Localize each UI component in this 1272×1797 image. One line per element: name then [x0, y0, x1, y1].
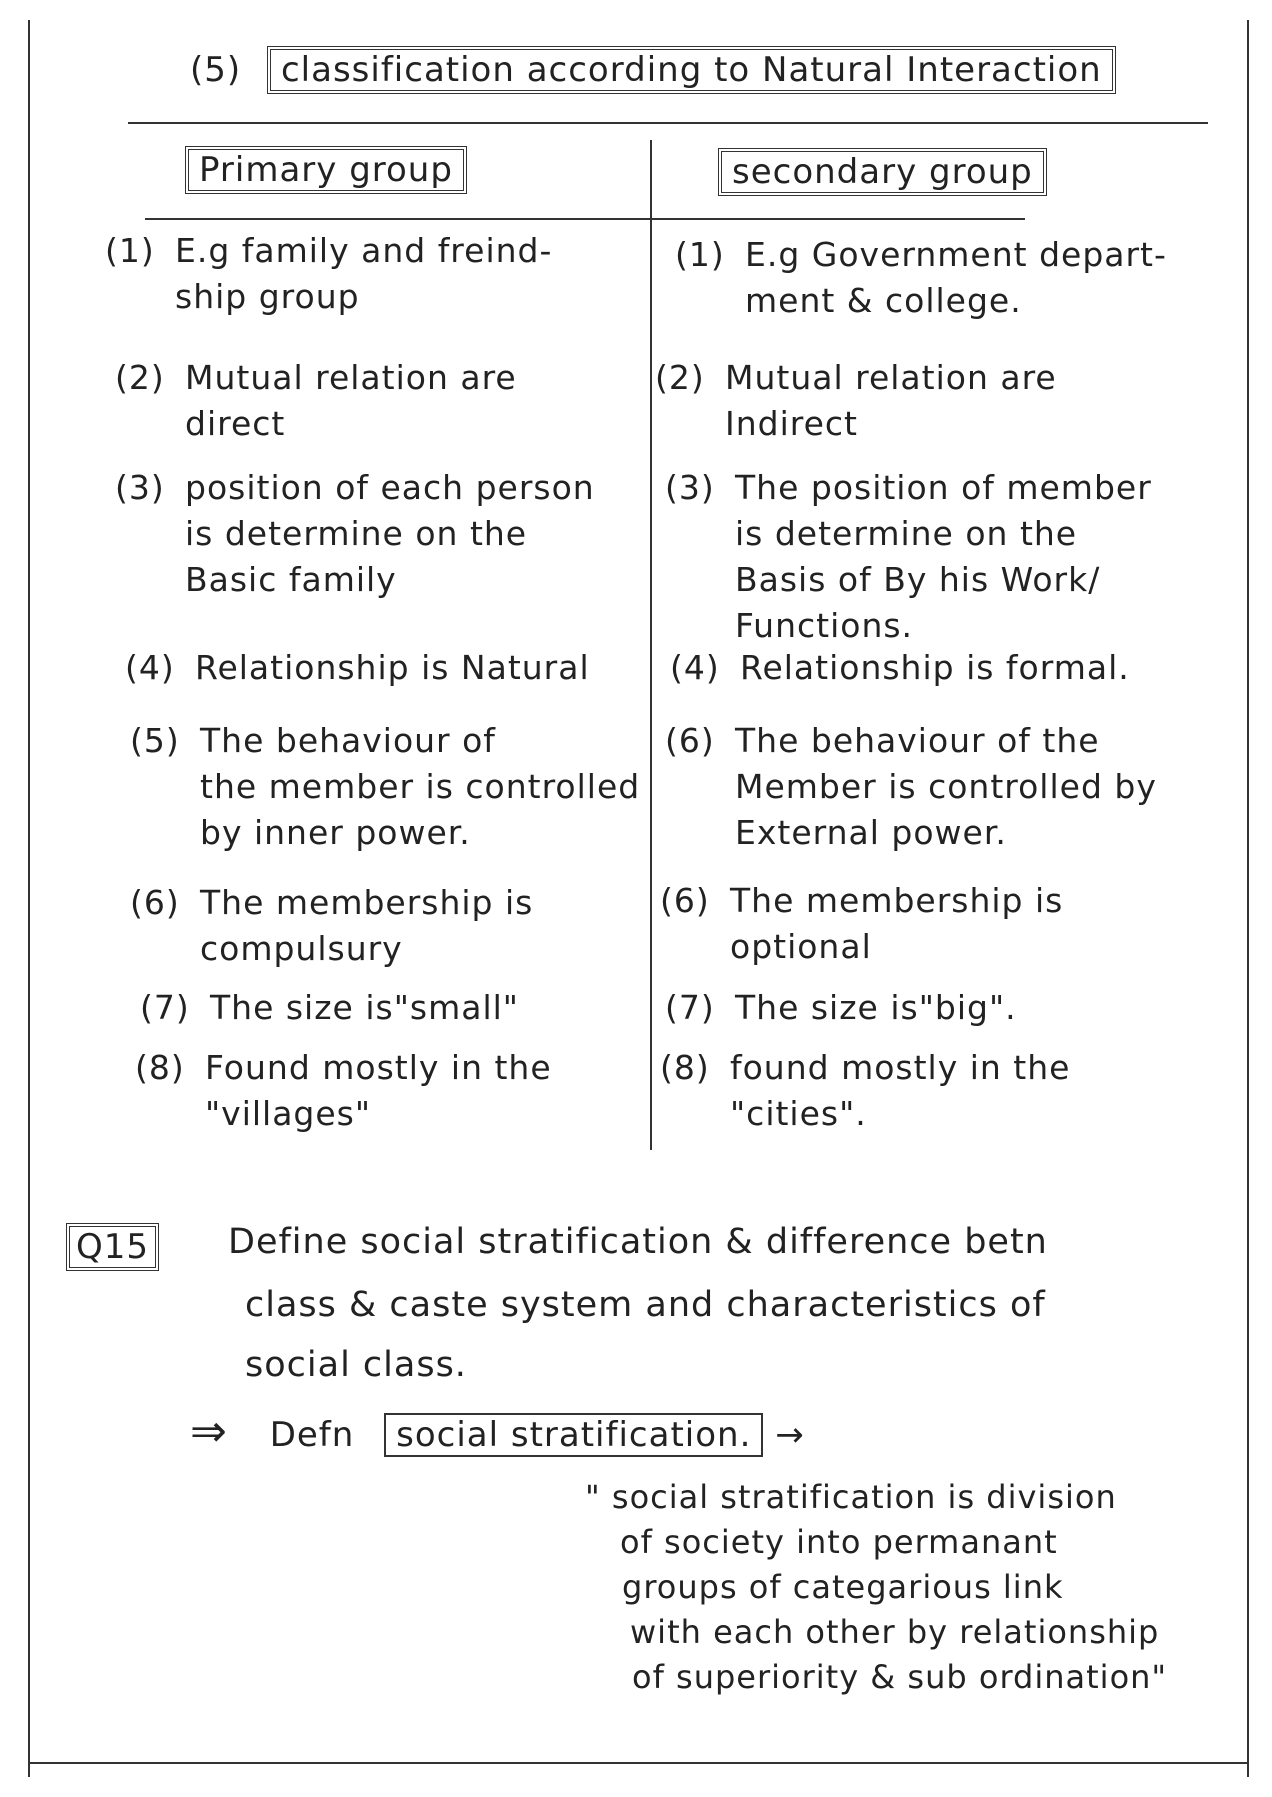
- item-text: the member is controlled: [200, 767, 641, 806]
- item-text: ship group: [175, 277, 360, 316]
- item-text: The size is"small": [210, 988, 519, 1027]
- item-text: Mutual relation are: [725, 358, 1057, 397]
- item-number: (8): [135, 1048, 185, 1087]
- item-text: The behaviour of the: [735, 721, 1100, 760]
- right-item-3: [665, 465, 1152, 649]
- question-line-2: class & caste system and characteristics of: [245, 1285, 1046, 1325]
- definition-prefix: Defn: [269, 1415, 355, 1455]
- implies-arrow: ⇒: [190, 1406, 228, 1457]
- item-text: External power.: [735, 813, 1007, 852]
- right-item-2: [655, 355, 1057, 447]
- table-header-line: [145, 218, 1025, 220]
- item-text: found mostly in the: [730, 1048, 1071, 1087]
- item-text: by inner power.: [200, 813, 471, 852]
- left-margin-line: [28, 20, 30, 1777]
- item-number: (2): [655, 358, 705, 397]
- item-text: Functions.: [735, 606, 914, 645]
- item-text: position of each person: [185, 468, 595, 507]
- item-number: (3): [665, 468, 715, 507]
- left-item-3: [115, 465, 595, 603]
- question-label: [66, 1225, 159, 1269]
- item-number: (4): [670, 648, 720, 687]
- item-text: Mutual relation are: [185, 358, 517, 397]
- item-text: direct: [185, 404, 286, 443]
- primary-group-header: [185, 148, 467, 192]
- item-number: (2): [115, 358, 165, 397]
- item-number: (6): [660, 881, 710, 920]
- item-text: Member is controlled by: [735, 767, 1157, 806]
- item-text: Basis of By his Work/: [735, 560, 1101, 599]
- left-item-8: [135, 1045, 552, 1137]
- item-number: (1): [675, 235, 725, 274]
- item-text: Basic family: [185, 560, 397, 599]
- definition-quote-line-1: " social stratification is division: [585, 1478, 1117, 1516]
- item-text: Relationship is Natural: [195, 648, 590, 687]
- item-number: (7): [665, 988, 715, 1027]
- item-text: "villages": [205, 1094, 372, 1133]
- section-heading: [190, 48, 1116, 92]
- item-text: Relationship is formal.: [740, 648, 1130, 687]
- item-number: (6): [665, 721, 715, 760]
- definition-term: social stratification.: [384, 1413, 763, 1457]
- item-text: E.g Government depart-: [745, 235, 1167, 274]
- right-item-6: [660, 878, 1063, 970]
- item-text: Indirect: [725, 404, 858, 443]
- heading-underline: [128, 122, 1208, 124]
- table-divider: [650, 140, 652, 1150]
- item-text: is determine on the: [185, 514, 528, 553]
- item-number: (8): [660, 1048, 710, 1087]
- definition-quote-line-2: of society into permanant: [620, 1523, 1058, 1561]
- secondary-group-label: secondary group: [718, 148, 1047, 196]
- section-title: classification according to Natural Interaction: [267, 46, 1116, 94]
- definition-quote-line-4: with each other by relationship: [630, 1613, 1160, 1651]
- section-number: (5): [190, 50, 242, 90]
- left-item-1: [105, 228, 552, 320]
- right-item-7: [665, 985, 1017, 1031]
- item-number: (3): [115, 468, 165, 507]
- left-item-6: [130, 880, 533, 972]
- item-text: The position of member: [735, 468, 1152, 507]
- left-item-5: [130, 718, 640, 856]
- left-item-7: [140, 985, 519, 1031]
- question-line-1: Define social stratification & difference betn: [228, 1222, 1048, 1262]
- definition-quote-line-5: of superiority & sub ordination": [632, 1658, 1168, 1696]
- item-number: (7): [140, 988, 190, 1027]
- right-item-8: [660, 1045, 1070, 1137]
- right-item-4: [670, 645, 1130, 691]
- item-text: "cities".: [730, 1094, 867, 1133]
- item-text: The size is"big".: [735, 988, 1017, 1027]
- primary-group-label: Primary group: [185, 146, 467, 194]
- item-text: The membership is: [730, 881, 1064, 920]
- item-text: optional: [730, 927, 872, 966]
- item-text: Found mostly in the: [205, 1048, 552, 1087]
- item-text: E.g family and freind-: [175, 231, 553, 270]
- item-text: The behaviour of: [200, 721, 496, 760]
- item-number: (6): [130, 883, 180, 922]
- item-text: The membership is: [200, 883, 534, 922]
- left-item-4: [125, 645, 590, 691]
- right-item-5: [665, 718, 1157, 856]
- item-number: (5): [130, 721, 180, 760]
- right-margin-line: [1247, 20, 1249, 1777]
- question-number: Q15: [66, 1223, 159, 1271]
- bottom-margin-line: [28, 1762, 1249, 1764]
- item-text: compulsury: [200, 929, 403, 968]
- left-item-2: [115, 355, 517, 447]
- item-number: (1): [105, 231, 155, 270]
- question-line-3: social class.: [245, 1345, 467, 1385]
- term-arrow: →: [775, 1415, 805, 1455]
- definition-quote-line-3: groups of categarious link: [622, 1568, 1064, 1606]
- right-item-1: [675, 232, 1167, 324]
- item-text: is determine on the: [735, 514, 1078, 553]
- definition-heading: [190, 1406, 805, 1457]
- secondary-group-header: [718, 150, 1047, 194]
- item-text: ment & college.: [745, 281, 1022, 320]
- item-number: (4): [125, 648, 175, 687]
